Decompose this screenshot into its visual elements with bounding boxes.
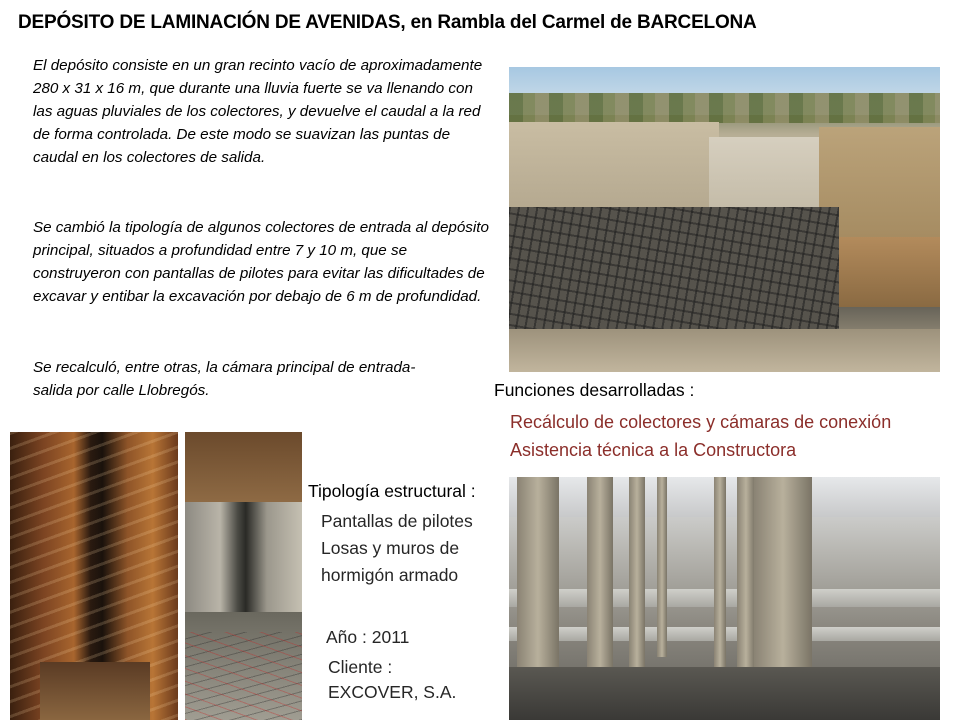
description-paragraph-1: El depósito consiste en un gran recinto vacío de aproximadamente 280 x 31 x 16 m, que durante una lluvia fuerte se va llenando con las aguas pluviales de los colectores, y devuelve el caudal a la red de forma controlada. De este modo se suavizan las puntas de caudal en los colectores de salida. bbox=[33, 57, 483, 166]
tipologia-label: Tipología estructural : bbox=[308, 481, 476, 501]
tipologia-item: Losas y muros de bbox=[321, 538, 460, 558]
construction-site-photo bbox=[509, 67, 940, 372]
collector-tunnel-photo bbox=[185, 432, 302, 720]
description-paragraph-2: Se cambió la tipología de algunos colectores de entrada al depósito principal, situados a profundidad entre 7 y 10 m, que se construyeron con pantallas de pilotes para evitar las dificultades de excavar y entibar la excavación por debajo de 6 m de profundidad. bbox=[33, 219, 489, 305]
client-value: EXCOVER, S.A. bbox=[328, 682, 457, 702]
tipologia-item: hormigón armado bbox=[321, 565, 459, 585]
funciones-label: Funciones desarrolladas : bbox=[494, 380, 695, 400]
description-paragraph-3: Se recalculó, entre otras, la cámara principal de entrada-salida por calle Llobregós. bbox=[33, 359, 416, 399]
pile-wall-tunnel-photo bbox=[10, 432, 178, 720]
client-label: Cliente : bbox=[328, 657, 393, 677]
reservoir-interior-photo bbox=[509, 477, 940, 720]
tipologia-item: Pantallas de pilotes bbox=[321, 511, 473, 531]
funcion-item: Asistencia técnica a la Constructora bbox=[510, 440, 797, 460]
funcion-item: Recálculo de colectores y cámaras de conexión bbox=[510, 412, 892, 432]
page-title: DEPÓSITO DE LAMINACIÓN DE AVENIDAS, en Rambla del Carmel de BARCELONA bbox=[18, 12, 757, 33]
year-text: Año : 2011 bbox=[326, 627, 410, 647]
